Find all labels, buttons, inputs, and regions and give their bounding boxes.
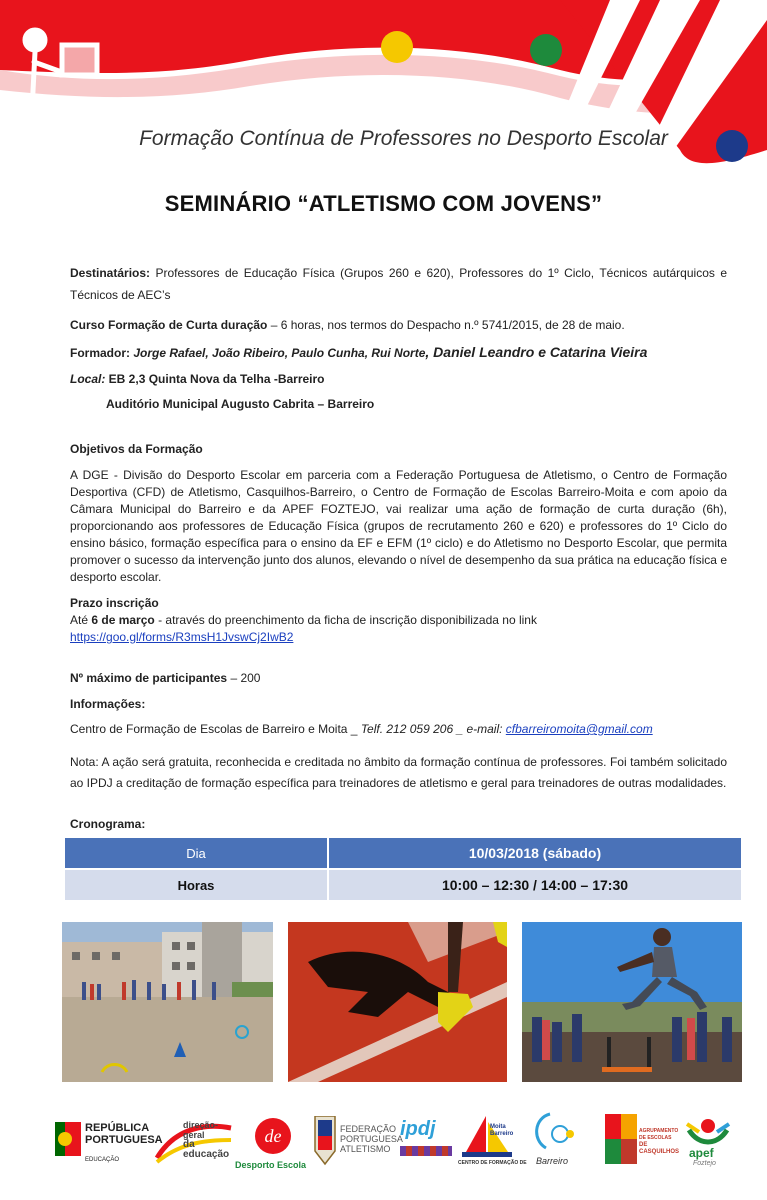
barreiro-text: Barreiro <box>536 1156 569 1166</box>
desporto-escolar-text: Desporto Escola <box>235 1160 307 1170</box>
desporto-escolar-logo <box>235 1110 310 1180</box>
cfbm-line-2: Barreiro <box>490 1131 514 1137</box>
dge-line-2: da educação <box>183 1139 230 1160</box>
prazo-text: - através do preenchimento da ficha de inscrição disponibilizada no link <box>154 613 537 627</box>
yellow-dot <box>381 31 413 63</box>
fpa-logo <box>312 1110 403 1180</box>
participantes-value: – 200 <box>227 671 261 685</box>
nota-text: Nota: A ação será gratuita, reconhecida e creditada no âmbito da formação contínua de professores. Foi também solicitado ao IPDJ a creditação de formação específica para treinadores de atletismo e geral para treinadores de outras modalidades. <box>70 755 727 790</box>
formador-paragraph <box>70 344 727 362</box>
fpa-line-2: PORTUGUESA <box>340 1134 403 1144</box>
local-place-1: EB 2,3 Quinta Nova da Telha -Barreiro <box>105 372 325 386</box>
prazo-paragraph <box>70 612 727 629</box>
table-cell-label: Horas <box>65 870 327 900</box>
objetivos-text: A DGE - Divisão do Desporto Escolar em parceria com a Federação Portuguesa de Atletismo, o Centro de Formação Desportiva (CFD) de Atletismo, Casquilhos-Barreiro, o Centro de Formação de Escolas Barreiro-Moita e com apoio da Câmara Municipal do Barreiro e da APEF FOZTEJO, vai realizar uma ação de formação de curta duração (6h), proporcionando aos professores de Educação Física (grupos de recrutamento 260 e 620) e professores do 1º Ciclo do ensino básico, formação específica para o ensino da EF e EFM (1º ciclo) e do Atletismo no Desporto Escolar, que permita promover o sucesso da intervenção junto dos alunos, elevando o nível de desempenho da sua prática na educação física e desporto escolar. <box>70 468 727 584</box>
table-cell-label: Dia <box>65 838 327 868</box>
local-place-2: Auditório Municipal Augusto Cabrita – Barreiro <box>106 397 375 411</box>
course-title: Formação Contínua de Professores no Desporto Escolar <box>139 127 668 150</box>
inscription-form-link[interactable]: https://goo.gl/forms/R3msH1JvswCj2IwB2 <box>70 630 294 644</box>
participantes-label: Nº máximo de participantes <box>70 671 228 685</box>
prazo-link-line <box>70 629 727 646</box>
dge-logo <box>155 1110 235 1180</box>
cronograma-table <box>63 836 743 902</box>
destinatarios-label: Destinatários: <box>70 266 151 280</box>
republica-line-1: REPÚBLICA <box>85 1122 150 1134</box>
informacoes-heading: Informações: <box>70 697 146 711</box>
seminar-title: SEMINÁRIO “ATLETISMO COM JOVENS” <box>164 191 603 216</box>
table-cell-value: 10/03/2018 (sábado) <box>329 838 741 868</box>
informacoes-telf: Telf. 212 059 206 _ e-mail: <box>360 722 506 736</box>
photo-track-shadow <box>288 922 507 1082</box>
email-link[interactable]: cfbarreiromoita@gmail.com <box>505 722 653 736</box>
republica-line-2: PORTUGUESA <box>85 1134 163 1146</box>
informacoes-centro: Centro de Formação de Escolas de Barreiro e Moita _ <box>70 722 361 736</box>
header-banner <box>0 0 767 180</box>
table-row <box>65 838 741 868</box>
local-line-1 <box>70 371 727 388</box>
prazo-prefix: Até <box>70 613 92 627</box>
barreiro-logo <box>530 1110 580 1180</box>
local-label: Local: <box>70 372 106 386</box>
table-cell-value: 10:00 – 12:30 / 14:00 – 17:30 <box>329 870 741 900</box>
ipdj-logo <box>400 1110 455 1180</box>
green-dot <box>530 34 562 66</box>
formador-names-2: , Daniel Leandro e Catarina Vieira <box>425 344 648 360</box>
cfbm-line-3: CENTRO DE FORMAÇÃO DE <box>458 1160 527 1166</box>
participantes-paragraph <box>70 670 727 687</box>
ipdj-text: ipdj <box>400 1118 436 1140</box>
formador-names: Jorge Rafael, João Ribeiro, Paulo Cunha, Rui Norte <box>130 346 426 360</box>
destinatarios-text: Professores de Educação Física (Grupos 260 e 620), Professores do 1º Ciclo, Técnicos autárquicos e Técnicos de AEC’s <box>70 266 727 302</box>
apef-logo <box>685 1110 740 1180</box>
republica-portuguesa-logo <box>55 1110 163 1180</box>
casquilhos-line-1: AGRUPAMENTO DE ESCOLAS <box>639 1128 679 1141</box>
table-row <box>65 870 741 900</box>
desporto-escolar-mark: de <box>255 1118 291 1154</box>
cf-barreiro-moita-logo <box>458 1110 527 1180</box>
curso-text: – 6 horas, nos termos do Despacho n.º 5741/2015, de 28 de maio. <box>267 318 625 332</box>
casquilhos-line-2: DE CASQUILHOS <box>639 1142 680 1155</box>
curso-label: Curso Formação de Curta duração <box>70 318 268 332</box>
apef-subtext: Foztejo <box>693 1160 716 1167</box>
curso-paragraph <box>70 317 727 334</box>
cronograma-heading: Cronograma: <box>70 817 146 831</box>
prazo-heading: Prazo inscrição <box>70 596 159 610</box>
photo-school-field <box>62 922 273 1082</box>
informacoes-paragraph <box>70 721 727 738</box>
partner-logos <box>50 1110 740 1180</box>
fpa-line-3: ATLETISMO <box>340 1144 391 1154</box>
casquilhos-logo <box>605 1110 680 1180</box>
formador-label: Formador: <box>70 346 130 360</box>
apef-text: apef <box>689 1146 714 1160</box>
fpa-line-1: FEDERAÇÃO <box>340 1124 397 1134</box>
prazo-date: 6 de março <box>91 613 155 627</box>
cfbm-line-1: Moita <box>490 1124 506 1130</box>
dge-line-1: direção-geral <box>183 1120 219 1140</box>
objetivos-heading: Objetivos da Formação <box>70 442 203 456</box>
photo-hurdle-jump <box>522 922 742 1082</box>
destinatarios-paragraph <box>70 262 727 306</box>
republica-line-3: EDUCAÇÃO <box>85 1157 120 1163</box>
